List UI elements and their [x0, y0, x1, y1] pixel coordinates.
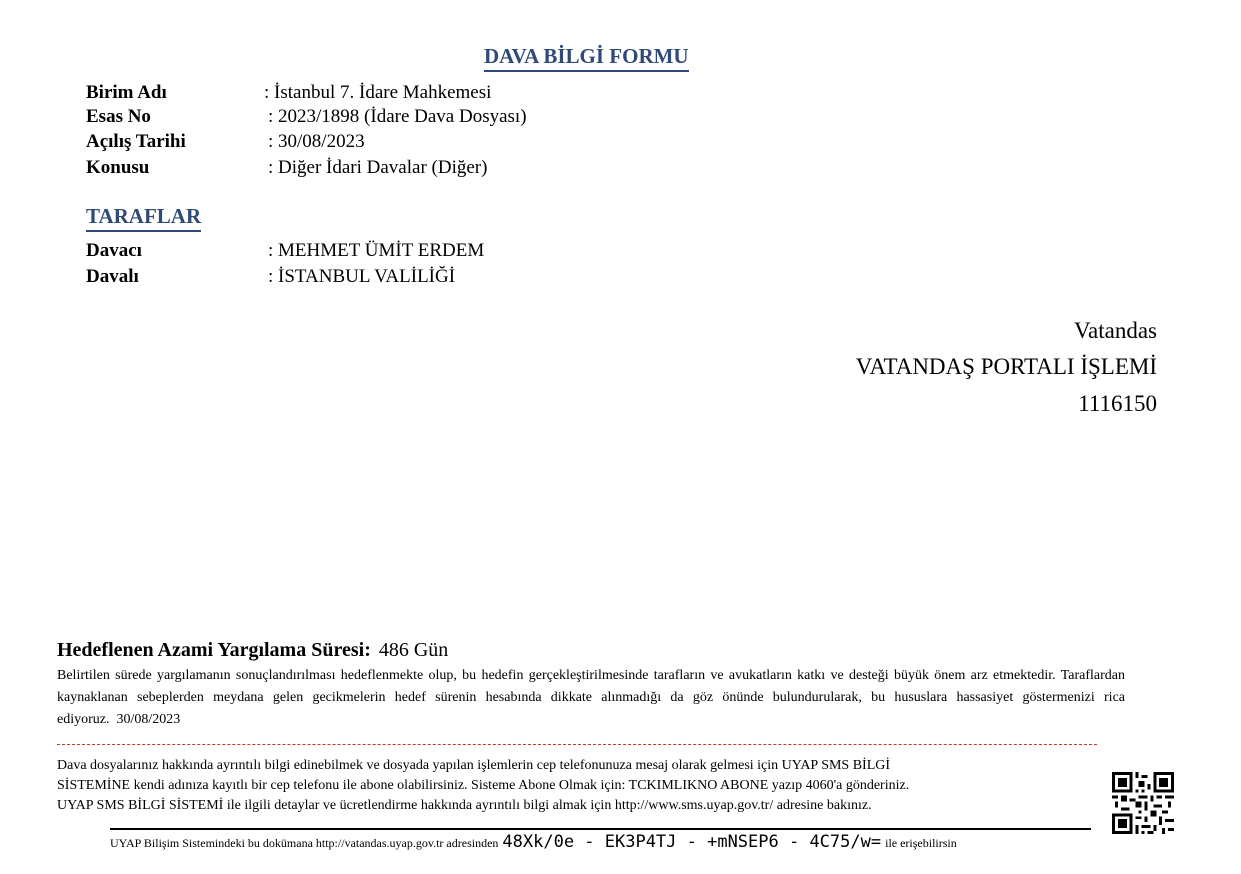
target-duration — [57, 639, 448, 662]
party-label-davaci: Davacı — [86, 240, 142, 261]
qr-code-icon — [1112, 772, 1174, 834]
target-duration-label: Hedeflenen Azami Yargılama Süresi: — [57, 639, 371, 661]
footer-prefix: UYAP Bilişim Sistemindeki bu dokümana http://vatandas.uyap.gov.tr adresinden — [110, 836, 499, 850]
sms-info — [57, 756, 1087, 816]
footer-suffix: ile erişebilirsin — [885, 836, 957, 850]
footer — [110, 832, 957, 852]
field-value-esas: : 2023/1898 (İdare Dava Dosyası) — [268, 106, 527, 127]
field-value-konusu: : Diğer İdari Davalar (Diğer) — [268, 157, 488, 178]
form-title: DAVA BİLGİ FORMU — [484, 44, 689, 72]
sms-info-line2: SİSTEMİNE kendi adınıza kayıtlı bir cep telefonu ile abone olabilirsiniz. Sisteme Abone Olmak için: TCKIMLIKNO ABONE yazıp 4060'a gönderiniz. — [57, 778, 910, 793]
target-paragraph-text: Belirtilen sürede yargılamanın sonuçlandırılması hedeflenmekte olup, bu hedefin gerçekleştirilmesinde tarafların ve avukatların katkı ve desteği büyük önem arz etmektedir. Taraflardan kaynaklanan sebeplerden meydana gelen gecikmelerin hedef sürenin hesabında dikkate alınmadığı da göz önünde bulundurularak, bu hususlara hassasiyet göstermenizi rica ediyoruz. — [57, 668, 1125, 727]
field-label-esas: Esas No — [86, 106, 151, 127]
signature-line1: Vatandas — [1073, 318, 1157, 343]
field-label-birim: Birim Adı — [86, 82, 167, 103]
signature-line2: VATANDAŞ PORTALI İŞLEMİ — [855, 354, 1157, 379]
target-duration-days: 486 Gün — [378, 639, 449, 661]
party-value-davaci: : MEHMET ÜMİT ERDEM — [268, 240, 485, 261]
sms-info-line3: UYAP SMS BİLGİ SİSTEMİ ile ilgili detaylar ve ücretlendirme hakkında ayrıntılı bilgi almak için http://www.sms.uyap.gov.tr/ adresine bakınız. — [57, 798, 872, 813]
signature-line3: 1116150 — [1078, 391, 1157, 416]
field-label-konusu: Konusu — [86, 157, 150, 178]
sms-info-line1: Dava dosyalarınız hakkında ayrıntılı bilgi edinebilmek ve dosyada yapılan işlemlerin cep telefonunuza mesaj olarak gelmesi için UYAP SMS BİLGİ — [57, 758, 891, 773]
footer-divider — [110, 828, 1091, 830]
party-label-davali: Davalı — [86, 266, 139, 287]
field-value-birim: : İstanbul 7. İdare Mahkemesi — [264, 82, 492, 103]
field-label-acilis: Açılış Tarihi — [86, 131, 186, 152]
target-paragraph-date: 30/08/2023 — [116, 712, 181, 727]
parties-title: TARAFLAR — [86, 204, 201, 232]
field-value-acilis: : 30/08/2023 — [268, 131, 365, 152]
dashed-divider — [57, 744, 1097, 745]
footer-verification-code: 48Xk/0e - EK3P4TJ - +mNSEP6 - 4C75/w= — [502, 832, 882, 852]
target-paragraph — [57, 665, 1125, 731]
party-value-davali: : İSTANBUL VALİLİĞİ — [268, 266, 456, 287]
